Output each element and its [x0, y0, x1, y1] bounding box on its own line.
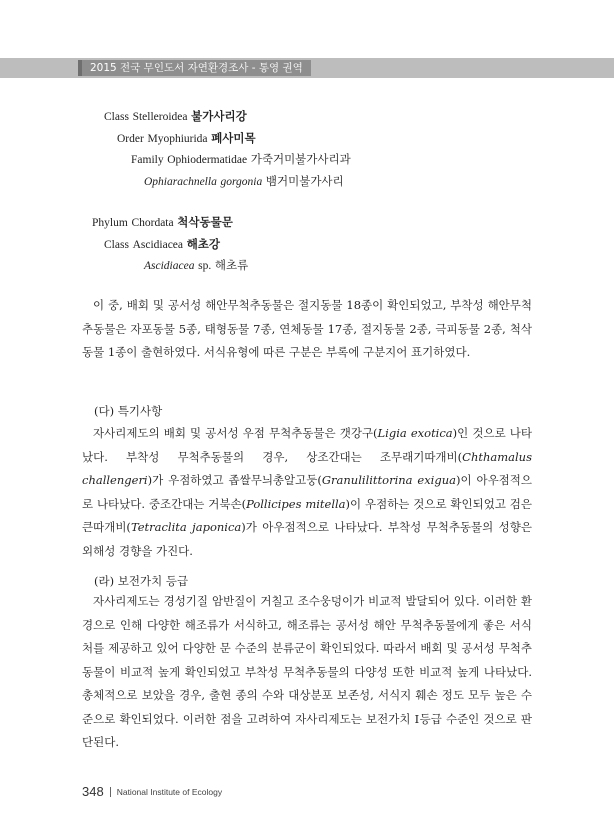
species-ligia: Ligia exotica — [377, 426, 453, 440]
taxon-name: Chordata — [131, 217, 174, 229]
page-number: 348 — [82, 784, 104, 799]
taxon-name: Stelleroidea — [132, 111, 188, 123]
taxon-genus: Ophiarachnella — [144, 176, 217, 188]
section-ra-paragraph: 자사리제도는 경성기질 암반질이 거칠고 조수웅덩이가 비교적 발달되어 있다. 이러한 환경으로 인해 다양한 해조류가 서식하고, 해조류는 공서성 해안 무척추동물에게 좋은 서식처를 제공하고 있어 다양한 문 수준의 분류군이 확인되었다. 따라서 배회 및 공서성 무척추동물이 비교적 높게 확인되었고 부착성 무척추동물의 다양성 또한 비교적 높게 나타났다. 총체적으로 보았을 경우, 출현 종의 수와 대상분포 보존성, 서식지 훼손 정도 모두 높은 수준으로 확인되었다. 이러한 점을 고려하여 자사리제도는 보전가치 Ⅰ등급 수준인 것으로 판단된다. — [82, 594, 532, 749]
taxon-species: gorgonia — [220, 176, 263, 188]
taxon-name: Ascidiacea — [132, 239, 184, 251]
taxon-rank: Class — [104, 239, 129, 251]
taxon-korean: 뱀거미불가사리 — [265, 174, 344, 188]
taxon-suffix: sp. — [198, 260, 212, 272]
taxon-rank: Order — [117, 133, 144, 145]
species-tetraclita: Tetraclita japonica — [130, 520, 242, 534]
summary-paragraph: 이 중, 배회 및 공서성 해안무척추동물은 절지동물 18종이 확인되었고, 부착성 해안무척추동물은 자포동물 5종, 태형동물 7종, 연체동물 17종, 절지동물 2종, 극피동물 2종, 척삭동물 1종이 출현하였다. 서식유형에 따른 구분은 부록에 구분지어 표기하였다. — [82, 298, 532, 359]
species-chthamalus: Chthamalus challengeri — [82, 449, 532, 487]
footer-institution: National Institute of Ecology — [116, 786, 223, 797]
taxon-rank: Class — [104, 111, 129, 123]
taxon-korean: 해초류 — [214, 258, 249, 272]
taxon-class-ascidiacea — [104, 236, 220, 253]
taxon-rank: Family — [131, 154, 164, 166]
taxon-name: Myophiurida — [147, 133, 208, 145]
taxon-rank: Phylum — [92, 217, 128, 229]
taxon-class-stelleroidea — [104, 108, 247, 125]
taxon-phylum-chordata — [92, 214, 233, 231]
section-heading-da: (다) 특기사항 — [94, 404, 163, 418]
taxon-species-ophiarachnella — [144, 173, 344, 190]
species-granulilittorina: Granulilittorina exigua — [321, 473, 456, 487]
taxon-genus: Ascidiacea — [144, 260, 195, 272]
taxon-order-myophiurida — [117, 130, 256, 147]
taxon-korean: 불가사리강 — [191, 109, 247, 123]
section-heading-ra: (라) 보전가치 등급 — [94, 574, 189, 588]
taxon-ascidiacea-sp — [144, 257, 248, 274]
running-title: 2015 전국 무인도서 자연환경조사 - 통영 권역 — [82, 60, 311, 76]
taxon-korean: 가죽거미불가사리과 — [250, 152, 351, 166]
footer-divider — [110, 787, 111, 797]
taxon-korean: 폐사미목 — [211, 131, 256, 145]
taxon-name: Ophiodermatidae — [167, 154, 248, 166]
page-footer — [82, 783, 222, 801]
section-da-paragraph: 자사리제도의 배회 및 공서성 우점 무척추동물은 갯강구(Ligia exotica)인 것으로 나타났다. 부착성 무척추동물의 경우, 상조간대는 조무래기따개비(Chthamalus challengeri)가 우점하였고 좁쌀무늬총알고둥(Granulilittorina exigua)이 아우점적으로 나타났다. 중조간대는 거북손(Pollicipes mitella)이 우점하는 것으로 확인되었고 검은큰따개비(Tetraclita japonica)가 아우점적으로 나타났다. 부착성 무척추동물의 성향은 외해성 경향을 가진다. — [82, 426, 533, 558]
taxon-family-ophiodermatidae — [131, 151, 351, 168]
taxon-korean: 해초강 — [186, 237, 221, 251]
taxon-korean: 척삭동물문 — [177, 215, 233, 229]
species-pollicipes: Pollicipes mitella — [246, 496, 346, 511]
